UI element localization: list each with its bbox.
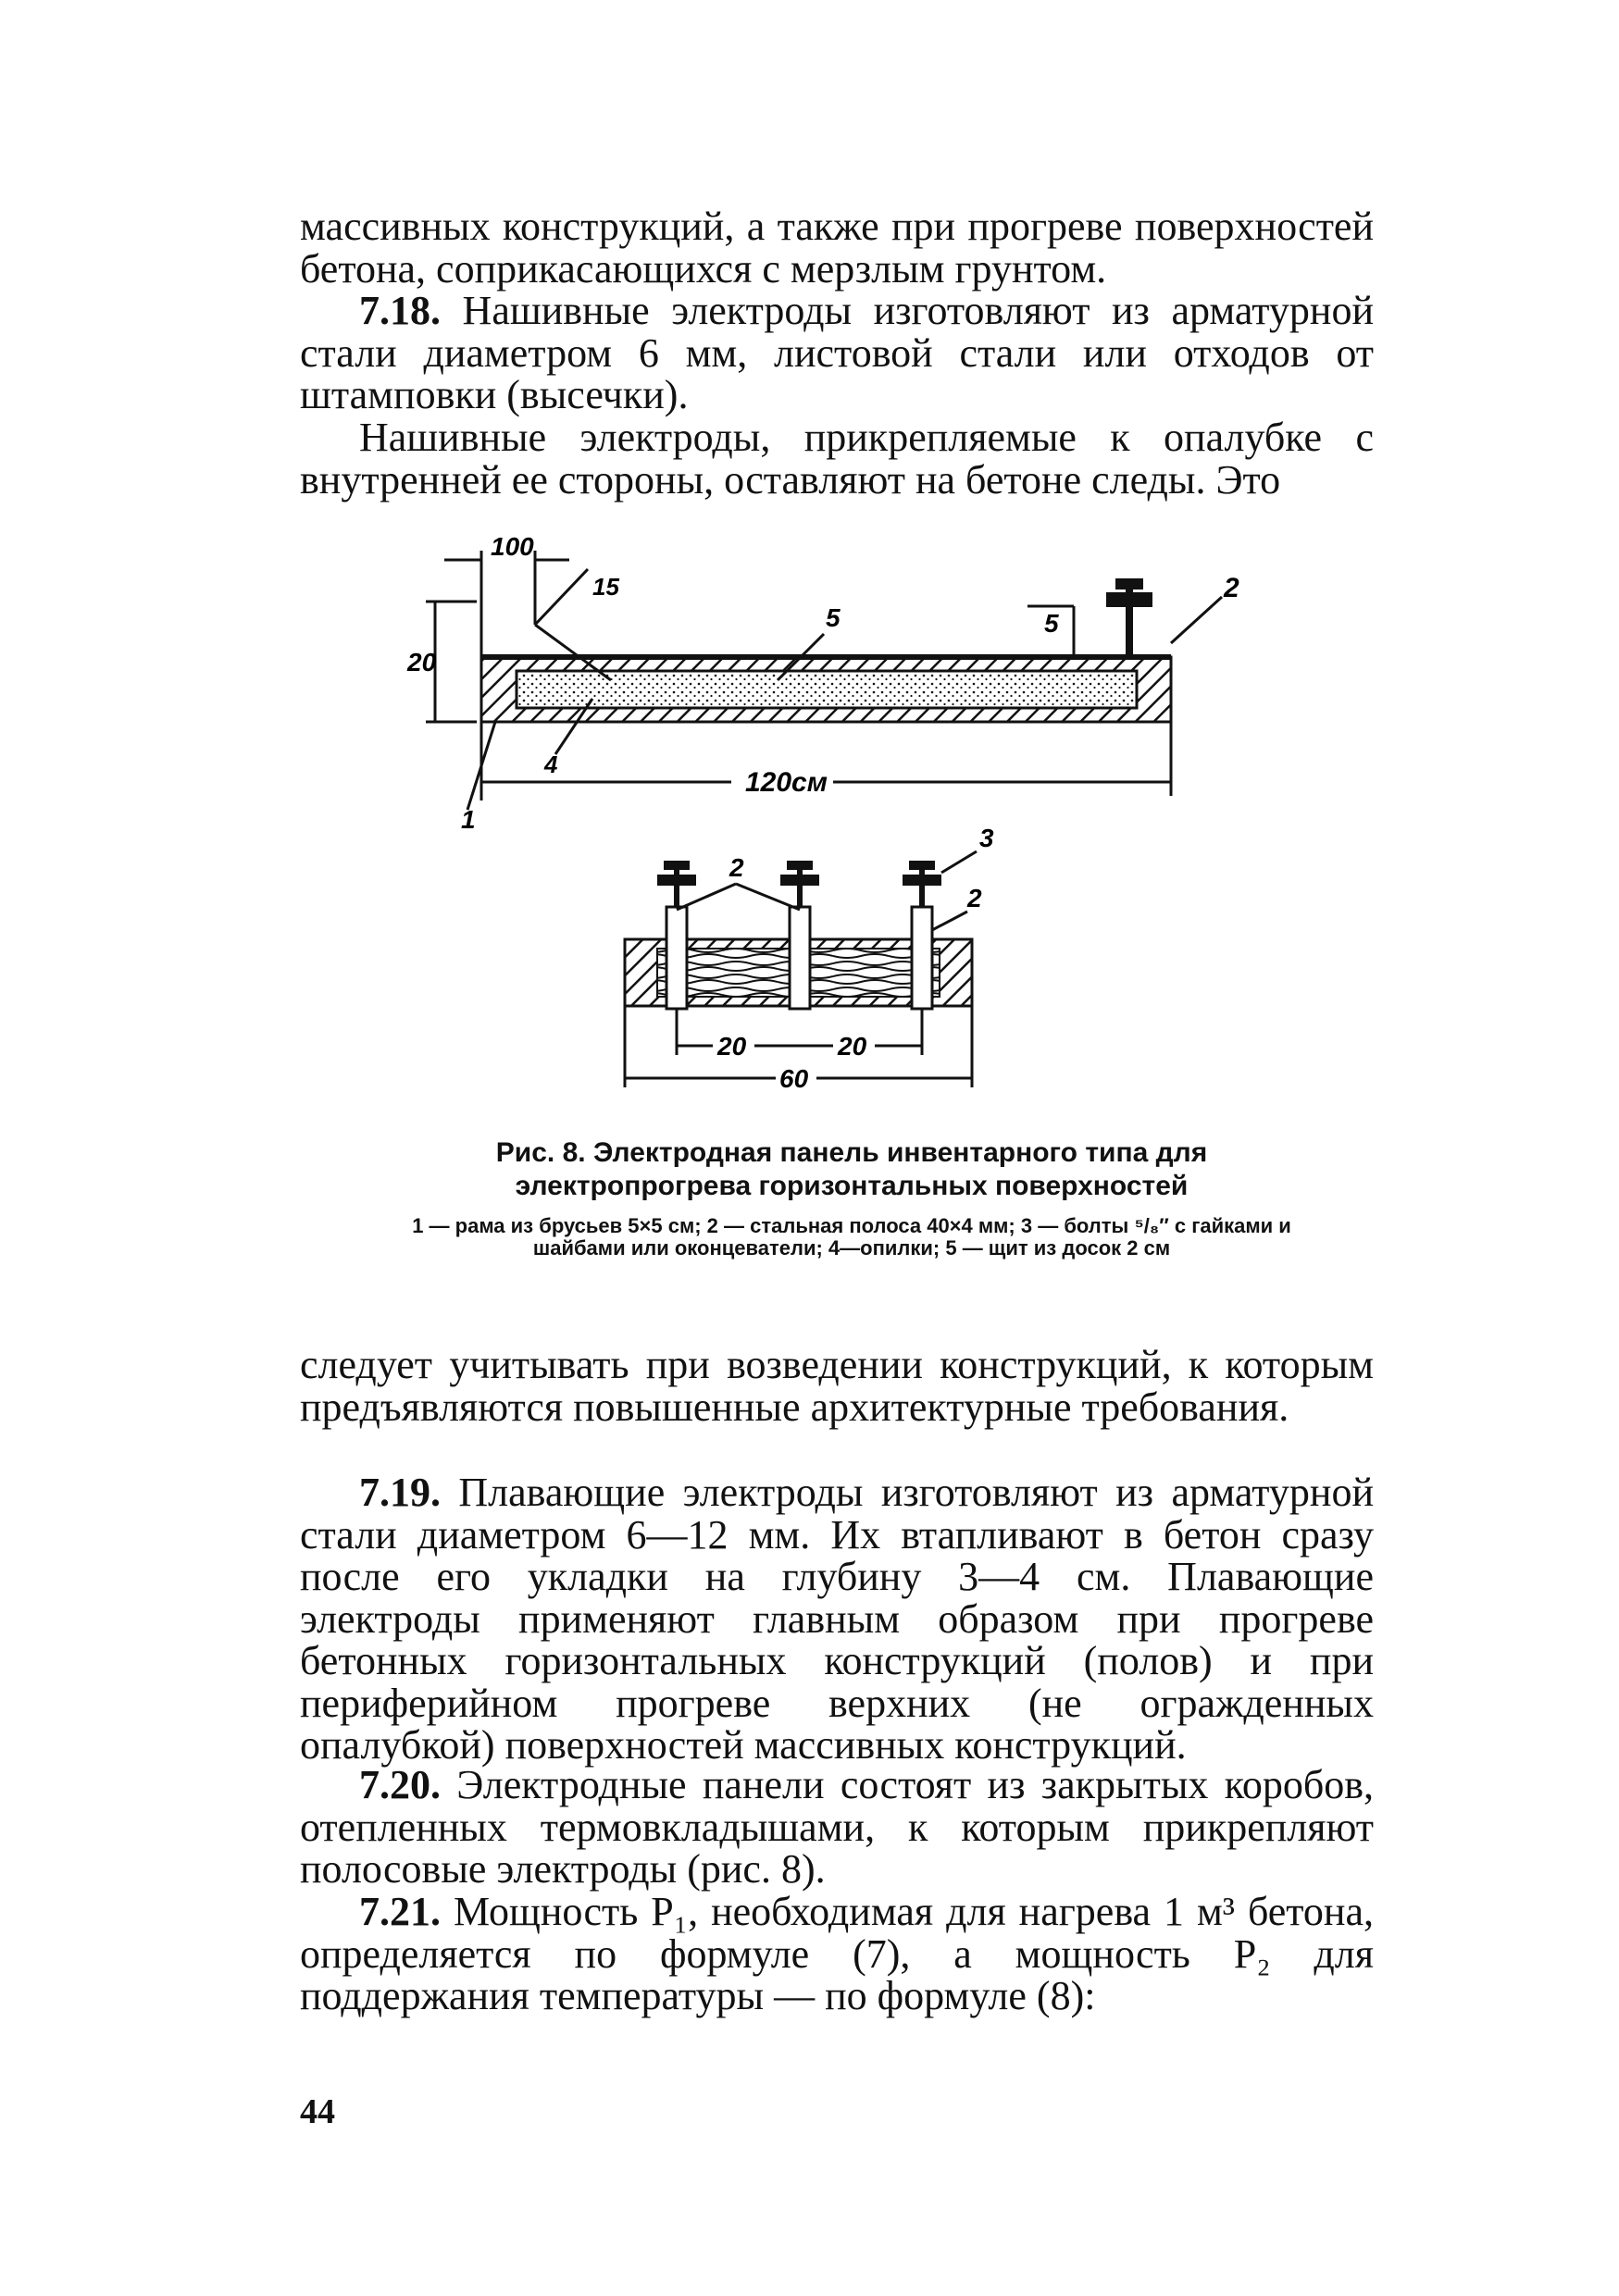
paragraph-7-18 (300, 290, 1374, 416)
ref-2: 2 (1224, 573, 1239, 603)
section-number: 7.21. (359, 1889, 441, 1934)
figure-electrode-panel (389, 532, 1314, 1106)
paragraph-sleduet: следует учитывать при возведении конструкций, к которым предъявляются повышенные архитектурные требования. (300, 1342, 1374, 1430)
paragraph-7-20 (300, 1764, 1374, 1891)
paragraph-7-21 (300, 1891, 1374, 2017)
dim-60: 60 (779, 1064, 809, 1093)
ref-3: 3 (979, 824, 994, 852)
paragraph-nashivnye: Нашивные электроды, прикрепляемые к опалубке с внутренней ее стороны, оставляют на бетоне следы. Это (300, 415, 1374, 503)
panel-cross-section-view (625, 824, 994, 1093)
ref-2b: 2 (729, 853, 744, 882)
section-number: 7.20. (359, 1762, 441, 1807)
figure-caption: Рис. 8. Электродная панель инвентарного типа для электропрогрева горизонтальных поверхностей (495, 1137, 1208, 1201)
ref-2c: 2 (967, 884, 982, 912)
section-number: 7.18. (359, 288, 441, 333)
section-number: 7.19. (359, 1470, 441, 1515)
dim-100: 100 (491, 532, 534, 561)
ref-5: 5 (826, 603, 841, 632)
ref-1: 1 (461, 805, 476, 834)
paragraph-text: Мощность P₁, необходимая для нагрева 1 м³ бетона, определяется по формуле (7), а мощность P₂ для поддержания температуры — по формуле (8): (300, 1889, 1375, 2018)
dim-20-vertical: 20 (407, 648, 437, 676)
dim-15: 15 (592, 573, 619, 601)
dim-20a: 20 (717, 1032, 747, 1061)
dim-120: 120см (745, 767, 828, 798)
paragraph-continuation: массивных конструкций, а также при прогреве поверхностей бетона, соприкасающихся с мерзлым грунтом. (300, 204, 1374, 292)
paragraph-text: Плавающие электроды изготовляют из арматурной стали диаметром 6—12 мм. Их втапливают в бетон сразу после его укладки на глубину 3—4 см. Плавающие электроды применяют главным образом при прогреве бетонных горизонтальных конструкций (полов) и при периферийном прогреве верхних (не огражденных опалубкой) поверхностей массивных конструкций. (300, 1470, 1374, 1768)
ref-4: 4 (544, 751, 558, 778)
paragraph-text: Нашивные электроды изготовляют из арматурной стали диаметром 6 мм, листовой стали или отходов от штамповки (высечки). (300, 288, 1375, 417)
dim-20b: 20 (838, 1032, 867, 1061)
figure-legend: 1 — рама из брусьев 5×5 см; 2 — стальная полоса 40×4 мм; 3 — болты ⁵/₈″ с гайками и шайбами или оконцеватели; 4—опилки; 5 — щит из досок 2 см (412, 1214, 1291, 1260)
paragraph-7-19 (300, 1471, 1374, 1767)
paragraph-text: Электродные панели состоят из закрытых коробов, отепленных термовкладышами, к которым прикрепляют полосовые электроды (рис. 8). (300, 1762, 1375, 1892)
page-number: 44 (300, 2092, 335, 2131)
bolt-icon (1106, 578, 1152, 657)
panel-section-view (406, 532, 1239, 834)
dim-5: 5 (1044, 609, 1059, 638)
